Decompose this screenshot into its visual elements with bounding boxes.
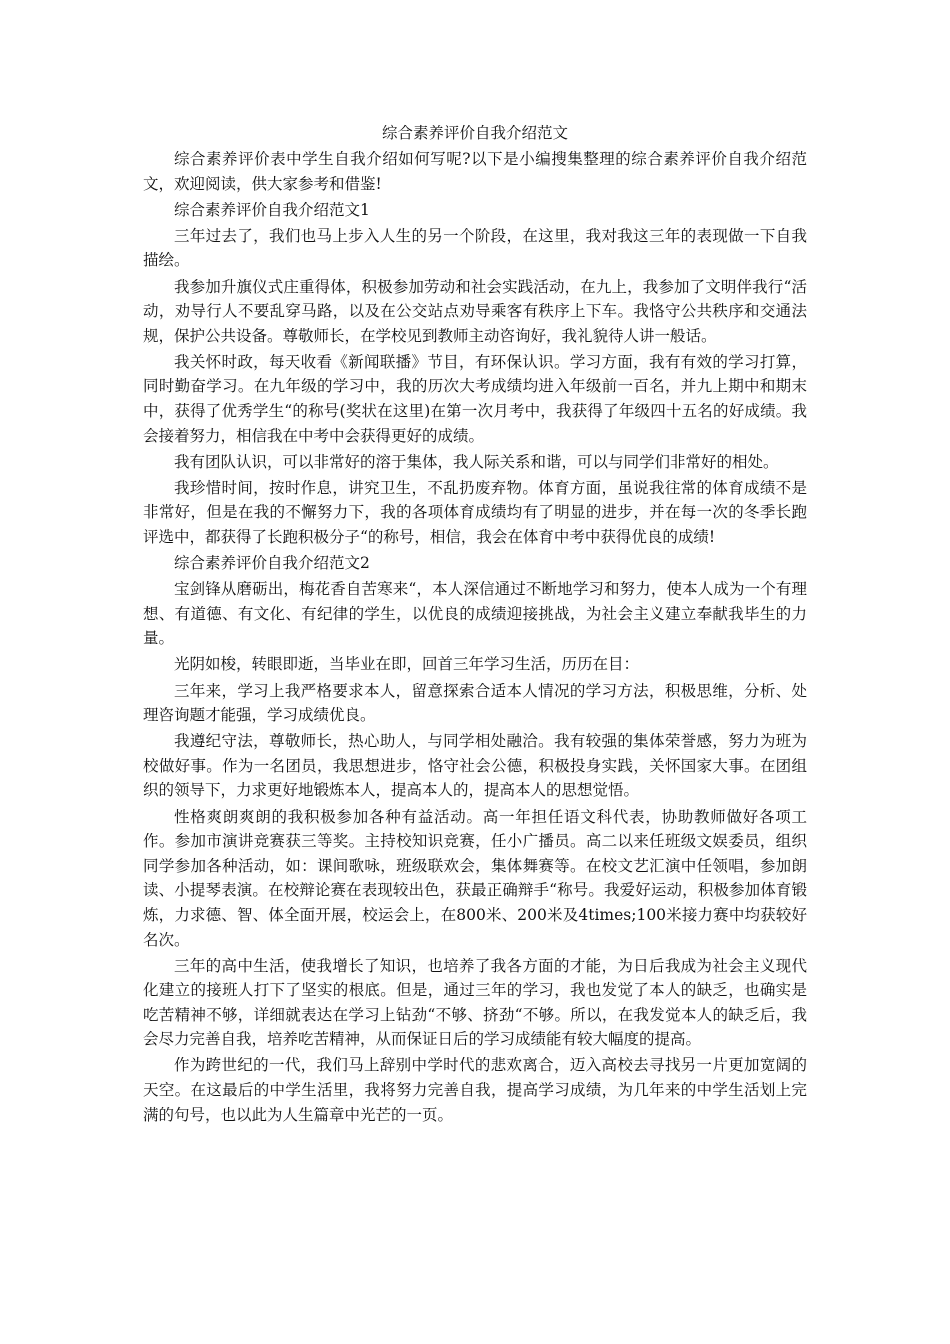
section-1-paragraph-3: 我关怀时政，每天收看《新闻联播》节目，有环保认识。学习方面，我有有效的学习打算，同时勤奋学习。在九年级的学习中，我的历次大考成绩均进入年级前一百名，并九上期中和期末中，获得了优秀学生“的称号(奖状在这里)在第一次月考中，我获得了年级四十五名的好成绩。我会接着努力，相信我在中考中会获得更好的成绩。 (143, 352, 807, 445)
section-2-paragraph-2: 光阴如梭，转眼即逝，当毕业在即，回首三年学习生活，历历在目： (174, 655, 640, 674)
document-body (143, 121, 807, 1129)
section-2-paragraph-7: 作为跨世纪的一代，我们马上辞别中学时代的悲欢离合，迈入高校去寻找另一片更加宽阔的天空。在这最后的中学生活里，我将努力完善自我，提高学习成绩，为几年来的中学生活划上完满的句号，也以此为人生篇章中光芒的一页。 (143, 1056, 807, 1124)
section-2-paragraph-3: 三年来，学习上我严格要求本人，留意探索合适本人情况的学习方法，积极思维，分析、处理咨询题才能强，学习成绩优良。 (143, 681, 807, 725)
intro-paragraph: 综合素养评价表中学生自我介绍如何写呢?以下是小编搜集整理的综合素养评价自我介绍范文，欢迎阅读，供大家参考和借鉴! (143, 150, 807, 193)
document-title: 综合素养评价自我介绍范文 (381, 124, 568, 142)
section-2-heading: 综合素养评价自我介绍范文2 (174, 554, 370, 573)
section-1-heading: 综合素养评价自我介绍范文1 (174, 200, 370, 219)
section-2-paragraph-5: 性格爽朗爽朗的我积极参加各种有益活动。高一年担任语文科代表，协助教师做好各项工作。参加市演讲竞赛获三等奖。主持校知识竞赛，任小广播员。高二以来任班级文娱委员，组织同学参加各种活动，如：课间歌咏，班级联欢会，集体舞赛等。在校文艺汇演中任领唱，参加朗读、小提琴表演。在校辩论赛在表现较出色，获最正确辩手“称号。我爱好运动，积极参加体育锻炼，力求德、智、体全面开展，校运会上，在800米、200米及4times;100米接力赛中均获较好名次。 (143, 807, 807, 949)
section-2-paragraph-1: 宝剑锋从磨砺出，梅花香自苦寒来“，本人深信通过不断地学习和努力，使本人成为一个有理想、有道德、有文化、有纪律的学生，以优良的成绩迎接挑战，为社会主义建立奉献我毕生的力量。 (143, 580, 807, 648)
section-1-paragraph-5: 我珍惜时间，按时作息，讲究卫生，不乱扔废弃物。体育方面，虽说我往常的体育成绩不是非常好，但是在我的不懈努力下，我的各项体育成绩均有了明显的进步，并在每一次的冬季长跑评选中，都获得了长跑积极分子“的称号，相信，我会在体育中考中获得优良的成绩! (143, 478, 807, 546)
section-2-paragraph-4: 我遵纪守法，尊敬师长，热心助人，与同学相处融洽。我有较强的集体荣誉感，努力为班为校做好事。作为一名团员，我思想进步，恪守社会公德，积极投身实践，关怀国家大事。在团组织的领导下，力求更好地锻炼本人，提高本人的，提高本人的思想觉悟。 (143, 732, 807, 800)
section-1-paragraph-1: 三年过去了，我们也马上步入人生的另一个阶段，在这里，我对我这三年的表现做一下自我描绘。 (143, 226, 807, 270)
section-1-paragraph-4: 我有团队认识，可以非常好的溶于集体，我人际关系和谐，可以与同学们非常好的相处。 (174, 452, 779, 471)
section-1-paragraph-2: 我参加升旗仪式庄重得体，积极参加劳动和社会实践活动，在九上，我参加了文明伴我行“活动，劝导行人不要乱穿马路，以及在公交站点劝导乘客有秩序上下车。我恪守公共秩序和交通法规，保护公共设备。尊敬师长，在学校见到教师主动咨询好，我礼貌待人讲一般话。 (143, 277, 807, 345)
section-2-paragraph-6: 三年的高中生活，使我增长了知识，也培养了我各方面的才能，为日后我成为社会主义现代化建立的接班人打下了坚实的根底。但是，通过三年的学习，我也发觉了本人的缺乏，也确实是吃苦精神不够，详细就表达在学习上钻劲“不够、挤劲“不够。所以，在我发觉本人的缺乏后，我会尽力完善自我，培养吃苦精神，从而保证日后的学习成绩能有较大幅度的提高。 (143, 956, 807, 1049)
